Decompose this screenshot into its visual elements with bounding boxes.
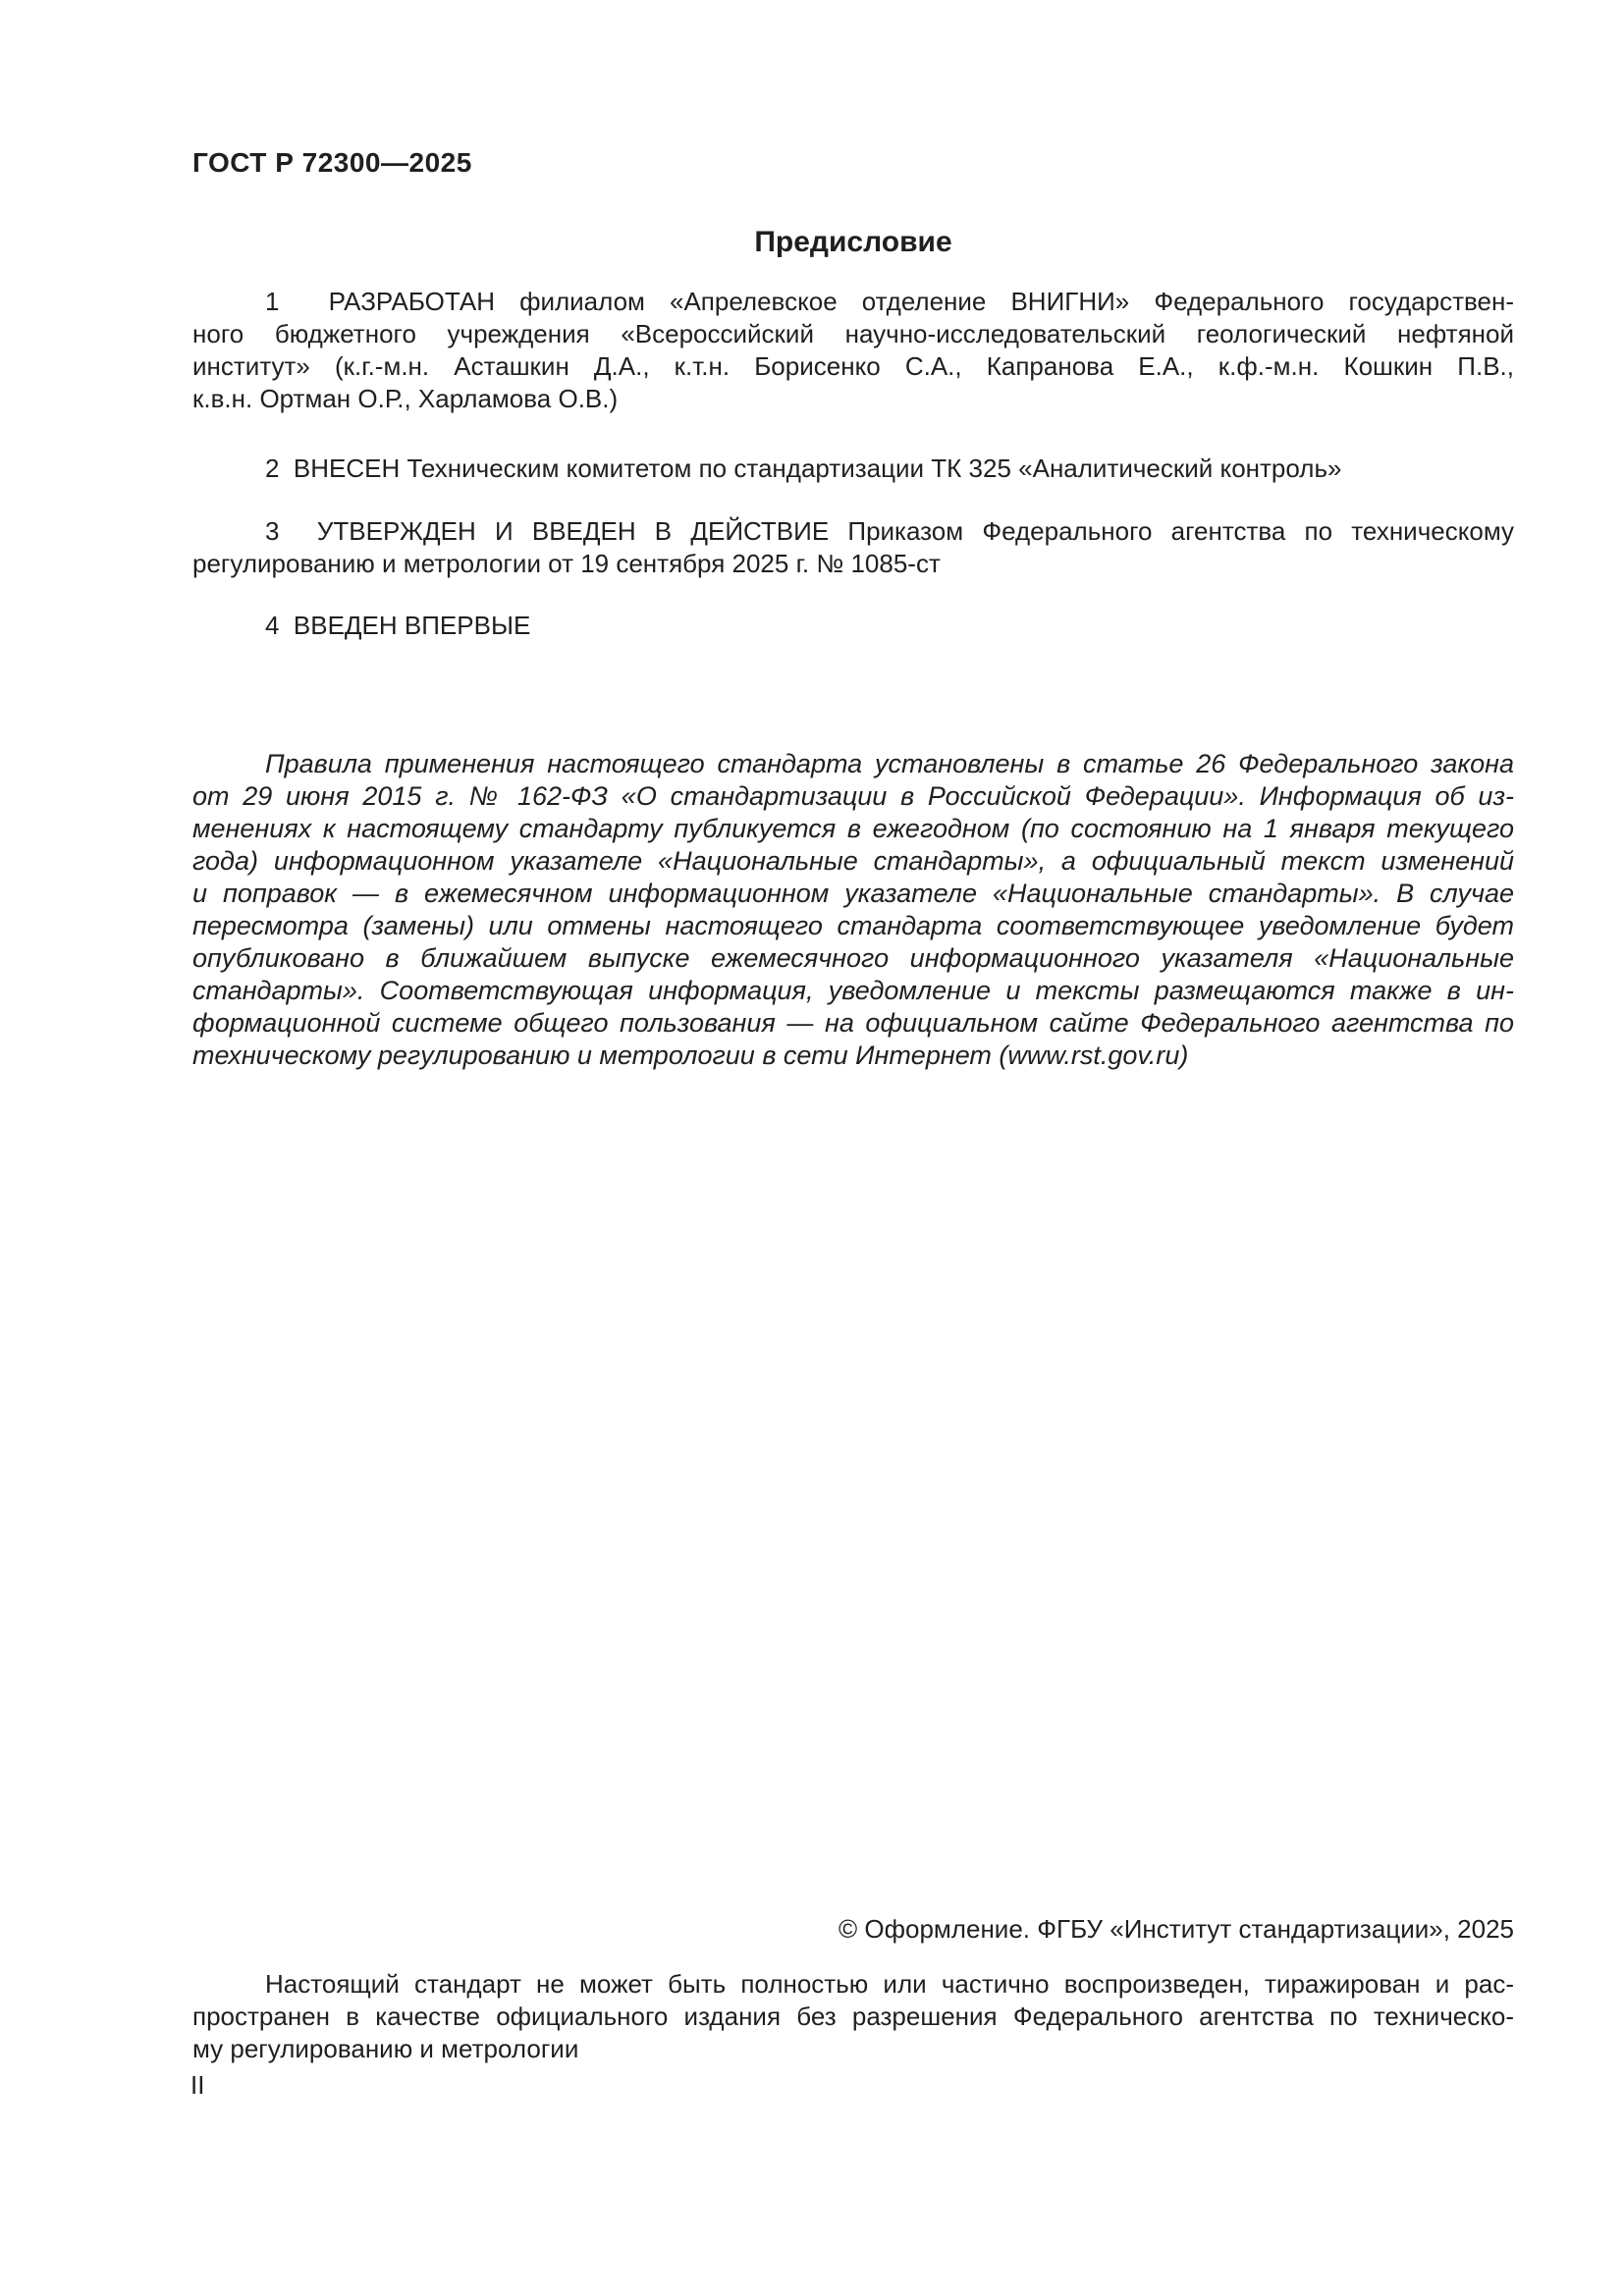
text-line: институт» (к.г.-м.н. Асташкин Д.А., к.т.н. Борисенко С.А., Капранова Е.А., к.ф.-м.н. Кошкин П.В., [192,351,1514,381]
text-line: стандарты». Соответствующая информация, уведомление и тексты размещаются также в ин- [192,976,1514,1005]
text-line: техническому регулированию и метрологии в сети Интернет (www.rst.gov.ru) [192,1041,1189,1070]
clause-first-edition [192,610,1514,642]
text-line: 3 УТВЕРЖДЕН И ВВЕДЕН В ДЕЙСТВИЕ Приказом Федерального агентства по техническому [265,516,1514,546]
text-line: 2 ВНЕСЕН Техническим комитетом по стандартизации ТК 325 «Аналитический контроль» [265,454,1342,483]
page-number: II [190,2070,205,2100]
doc-code: ГОСТ Р 72300—2025 [192,147,472,178]
text-line: менениях к настоящему стандарту публикуется в ежегодном (по состоянию на 1 января текущего [192,814,1514,843]
text-line: формационной системе общего пользования — на официальном сайте Федерального агентства по [192,1008,1514,1038]
text-line: 4 ВВЕДЕН ВПЕРВЫЕ [265,611,531,640]
clause-developed [192,286,1514,415]
text-line: Настоящий стандарт не может быть полностью или частично воспроизведен, тиражирован и рас- [265,1969,1514,1999]
page-title: Предисловие [754,226,952,258]
text-line: года) информационном указателе «Национальные стандарты», а официальный текст изменений [192,846,1514,876]
text-line: пространен в качестве официального издания без разрешения Федерального агентства по техническо- [192,2002,1514,2031]
clause-approved [192,515,1514,580]
text-line: и поправок — в ежемесячном информационном указателе «Национальные стандарты». В случае [192,879,1514,908]
text-line: опубликовано в ближайшем выпуске ежемесячного информационного указателя «Национальные [192,943,1514,973]
text-line: 1 РАЗРАБОТАН филиалом «Апрелевское отделение ВНИГНИ» Федерального государствен- [265,287,1514,316]
text-line: ного бюджетного учреждения «Всероссийский научно-исследовательский геологический нефтяной [192,319,1514,348]
text-line: регулированию и метрологии от 19 сентября 2025 г. № 1085-ст [192,549,941,578]
application-rules-notice [192,748,1514,1072]
copyright-line: © Оформление. ФГБУ «Институт стандартизации», 2025 [839,1914,1514,1944]
reproduction-restriction [192,1968,1514,2065]
text-line: пересмотра (замены) или отмены настоящего стандарта соответствующее уведомление будет [192,911,1514,940]
text-line: к.в.н. Ортман О.Р., Харламова О.В.) [192,384,619,413]
clause-submitted [192,453,1514,485]
text-line: от 29 июня 2015 г. № 162-ФЗ «О стандартизации в Российской Федерации». Информация об из- [192,781,1514,811]
text-line: Правила применения настоящего стандарта установлены в статье 26 Федерального закона [265,749,1514,778]
text-line: му регулированию и метрологии [192,2034,579,2063]
